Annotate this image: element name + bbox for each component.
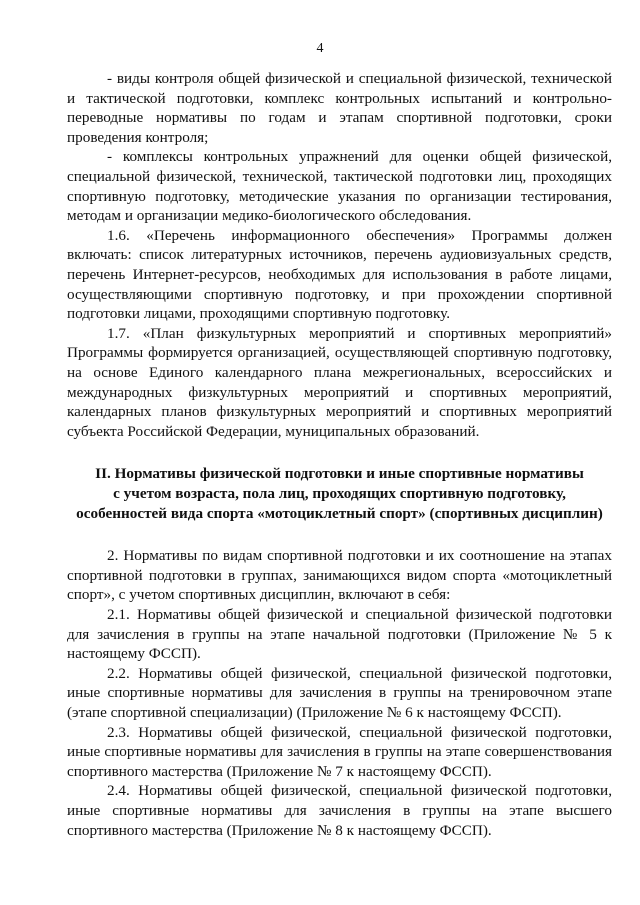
paragraph-1-6: 1.6. «Перечень информационного обеспечения» Программы должен включать: список литературных источников, перечень аудиовизуальных средств, перечень Интернет-ресурсов, необходимых для использования в работе лицами, осуществляющими спортивную подготовку, и при прохождении спортивной подготовки лицами, проходящими спортивную подготовку. [67,226,612,323]
paragraph-control-types: - виды контроля общей физической и специальной физической, технической и тактической подготовки, комплекс контрольных испытаний и контрольно-переводные нормативы по годам и этапам спортивной подготовки, сроки проведения контроля; [67,70,612,146]
paragraph-2-4: 2.4. Нормативы общей физической, специальной физической подготовки, иные спортивные нормативы для зачисления в группы на этапе высшего спортивного мастерства (Приложение № 8 к настоящему ФССП). [67,782,612,839]
section-heading-line-1: II. Нормативы физической подготовки и иные спортивные нормативы [95,465,584,483]
paragraph-2-3: 2.3. Нормативы общей физической, специальной физической подготовки, иные спортивные нормативы для зачисления в группы на этапе совершенствования спортивного мастерства (Приложение № 7 к настоящему ФССП). [67,723,612,780]
section-heading-line-3: особенностей вида спорта «мотоциклетный спорт» (спортивных дисциплин) [76,505,603,523]
document-body [67,69,612,840]
paragraph-2-2: 2.2. Нормативы общей физической, специальной физической подготовки, иные спортивные нормативы для зачисления в группы на тренировочном этапе (этапе спортивной специализации) (Приложение № 6 к настоящему ФССП). [67,664,612,722]
page-number: 4 [316,41,324,56]
section-heading [67,464,612,524]
paragraph-control-exercises: - комплексы контрольных упражнений для оценки общей физической, специальной физической, технической, тактической подготовки лиц, проходящих спортивную подготовку, методические указания по организации тестирования, методам и организации медико-биологического обследования. [67,148,612,225]
paragraph-1-7: 1.7. «План физкультурных мероприятий и спортивных мероприятий» Программы формируется организацией, осуществляющей спортивную подготовку, на основе Единого календарного плана межрегиональных, всероссийских и международных физкультурных мероприятий и спортивных мероприятий, календарных планов физкультурных мероприятий и спортивных мероприятий субъекта Российской Федерации, муниципальных образований. [67,324,612,440]
section-heading-line-2: с учетом возраста, пола лиц, проходящих спортивную подготовку, [113,485,566,503]
paragraph-2: 2. Нормативы по видам спортивной подготовки и их соотношение на этапах спортивной подготовки в группах, занимающихся видом спорта «мотоциклетный спорт», с учетом спортивных дисциплин, включают в себя: [67,547,612,604]
paragraph-2-1: 2.1. Нормативы общей физической и специальной физической подготовки для зачисления в группы на этапе начальной подготовки (Приложение № 5 к настоящему ФССП). [67,606,612,663]
